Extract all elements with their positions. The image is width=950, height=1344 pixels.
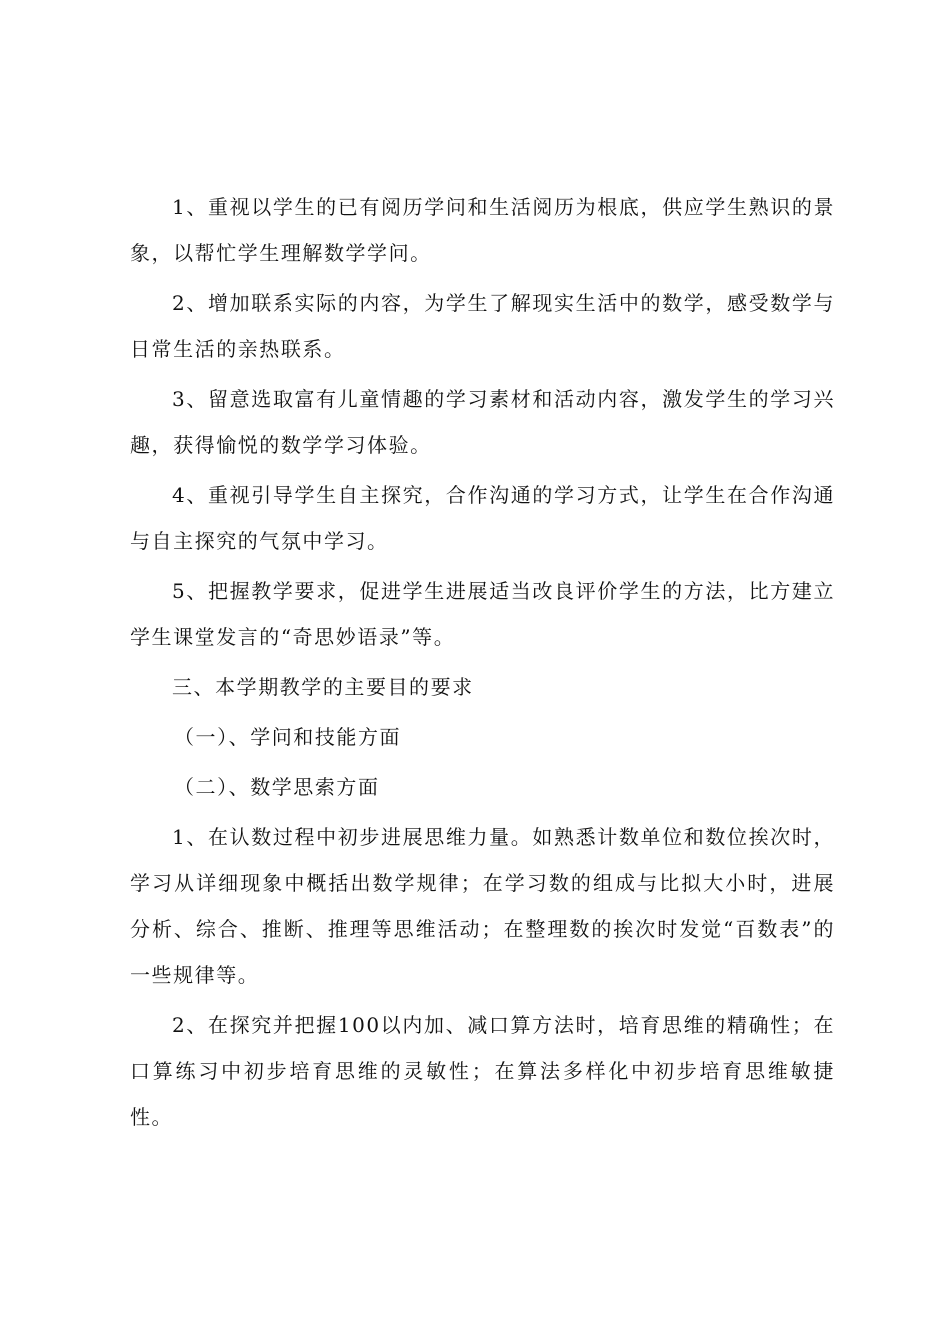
paragraph-2: 2、增加联系实际的内容，为学生了解现实生活中的数学，感受数学与日常生活的亲热联系。: [130, 291, 835, 361]
paragraph-5: 5、把握教学要求，促进学生进展适当改良评价学生的方法，比方建立学生课堂发言的“奇思妙语录”等。: [130, 579, 835, 649]
paragraph-1: 1、重视以学生的已有阅历学问和生活阅历为根底，供应学生熟识的景象，以帮忙学生理解数学学问。: [130, 195, 835, 265]
subheading-knowledge-skills: （一）、学问和技能方面: [174, 725, 402, 749]
document-page: [130, 184, 835, 1140]
paragraph-3: 3、留意选取富有儿童情趣的学习素材和活动内容，激发学生的学习兴趣，获得愉悦的数学学习体验。: [130, 387, 835, 457]
paragraph-4: 4、重视引导学生自主探究，合作沟通的学习方式，让学生在合作沟通与自主探究的气氛中学习。: [130, 483, 835, 553]
subheading-math-thinking: （二）、数学思索方面: [174, 775, 380, 799]
thinking-paragraph-1: 1、在认数过程中初步进展思维力量。如熟悉计数单位和数位挨次时，学习从详细现象中概括出数学规律；在学习数的组成与比拟大小时，进展分析、综合、推断、推理等思维活动；在整理数的挨次时发觉“百数表”的一些规律等。: [130, 825, 835, 987]
section-heading: 三、本学期教学的主要目的要求: [172, 675, 474, 699]
thinking-paragraph-2: 2、在探究并把握100以内加、减口算方法时，培育思维的精确性；在口算练习中初步培育思维的灵敏性；在算法多样化中初步培育思维敏捷性。: [130, 1013, 835, 1129]
